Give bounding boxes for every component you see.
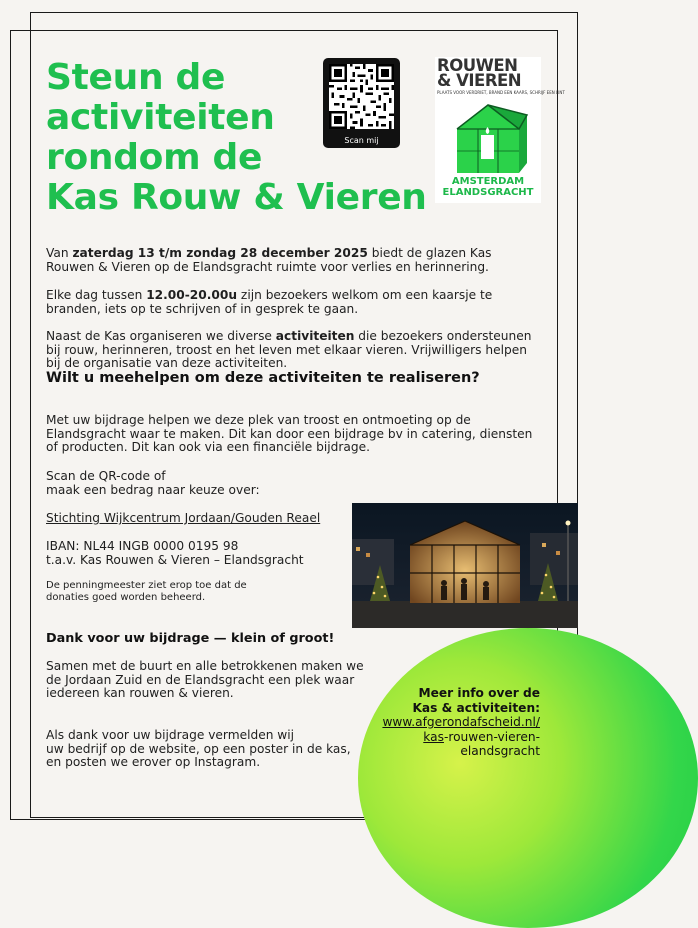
title-line: Kas Rouw & Vieren [46, 177, 427, 218]
intro-text: zijn bezoekers welkom om een kaarsje te branden, iets op te schrijven of in gesprek te gaan. [46, 288, 493, 316]
intro-paragraph-dates [46, 247, 516, 274]
iban-recipient: t.a.v. Kas Rouwen & Vieren – Elandsgracht [46, 552, 304, 567]
activities-keyword: activiteiten [275, 329, 355, 343]
qr-code[interactable] [323, 58, 400, 148]
opening-hours: 12.00-20.00u [146, 288, 238, 302]
logo-city-line: AMSTERDAM [451, 176, 525, 187]
qr-code-image [329, 64, 394, 129]
logo-title [437, 58, 539, 88]
scan-instructions [46, 470, 336, 497]
logo-title-line: ROUWEN [437, 56, 518, 75]
title-line: Steun de [46, 57, 226, 98]
title-line: rondom de [46, 137, 263, 178]
website-link[interactable]: www.afgerondafscheid.nl/ [382, 715, 540, 729]
thanks-heading: Dank voor uw bijdrage — klein of groot! [46, 631, 335, 646]
greenhouse-icon [445, 101, 531, 181]
bank-details [46, 540, 346, 567]
qr-code-label: Scan mij [344, 136, 379, 145]
intro-text: biedt de glazen Kas Rouwen & Vieren op de Elandsgracht ruimte voor verlies en herinnering. [46, 246, 492, 274]
intro-text: Van [46, 246, 73, 260]
intro-text: die bezoekers ondersteunen bij rouw, herinneren, troost en het leven met elkaar vieren. Vrijwilligers helpen bij de organisatie van deze activiteiten. [46, 329, 532, 370]
mention-line: uw bedrijf op de website, op een poster in de kas, [46, 741, 351, 756]
rouwen-vieren-logo [435, 56, 565, 203]
foundation-name: Stichting Wijkcentrum Jordaan/Gouden Reael [46, 511, 321, 525]
more-info-block [360, 686, 540, 759]
treasurer-note: De penningmeester ziet erop toe dat de donaties goed worden beheerd. [46, 580, 247, 603]
mention-line: en posten we erover op Instagram. [46, 755, 261, 769]
more-info-title: Meer info over de [418, 686, 540, 700]
intro-text: Naast de Kas organiseren we diverse [46, 329, 276, 343]
more-info-title: Kas & activiteiten: [412, 700, 540, 715]
help-paragraph: Met uw bijdrage helpen we deze plek van troost en ontmoeting op de Elandsgracht waar te maken. Dit kan door een bijdrage bv in catering, diensten of producten. Dit kan ook via een financiële bijdrage. [46, 413, 533, 454]
logo-title-line: & VIEREN [437, 71, 522, 90]
website-link-part[interactable]: -rouwen-vieren- [443, 729, 540, 744]
intro-text: Elke dag tussen [46, 288, 147, 302]
website-link-end[interactable]: elandsgracht [460, 744, 540, 758]
iban: IBAN: NL44 INGB 0000 0195 98 [46, 539, 239, 553]
scan-line: Scan de QR-code of [46, 469, 166, 483]
logo-city [435, 177, 541, 198]
help-question-heading: Wilt u meehelpen om deze activiteiten te realiseren? [46, 370, 480, 386]
greenhouse-night-image [352, 503, 578, 628]
website-link-part[interactable]: kas [423, 729, 444, 744]
intro-paragraph-hours [46, 289, 516, 316]
title-line: activiteiten [46, 97, 275, 138]
green-circle-decoration [358, 628, 698, 928]
logo-city-line: ELANDSGRACHT [442, 186, 534, 198]
mention-line: Als dank voor uw bijdrage vermelden wij [46, 728, 295, 742]
greenhouse-photo [352, 503, 578, 628]
intro-paragraph-activities [46, 330, 536, 371]
scan-line: maak een bedrag naar keuze over: [46, 482, 260, 497]
mention-paragraph [46, 729, 366, 770]
website-link-continued[interactable] [360, 730, 540, 745]
logo-tagline: PLAATS VOOR VERDRIET, BRAND EEN KAARS, SCHRIJF EEN LINT [437, 90, 565, 95]
intro-dates: zaterdag 13 t/m zondag 28 december 2025 [72, 246, 368, 260]
thanks-paragraph: Samen met de buurt en alle betrokkenen maken we de Jordaan Zuid en de Elandsgracht een plek waar iedereen kan rouwen & vieren. [46, 659, 364, 700]
